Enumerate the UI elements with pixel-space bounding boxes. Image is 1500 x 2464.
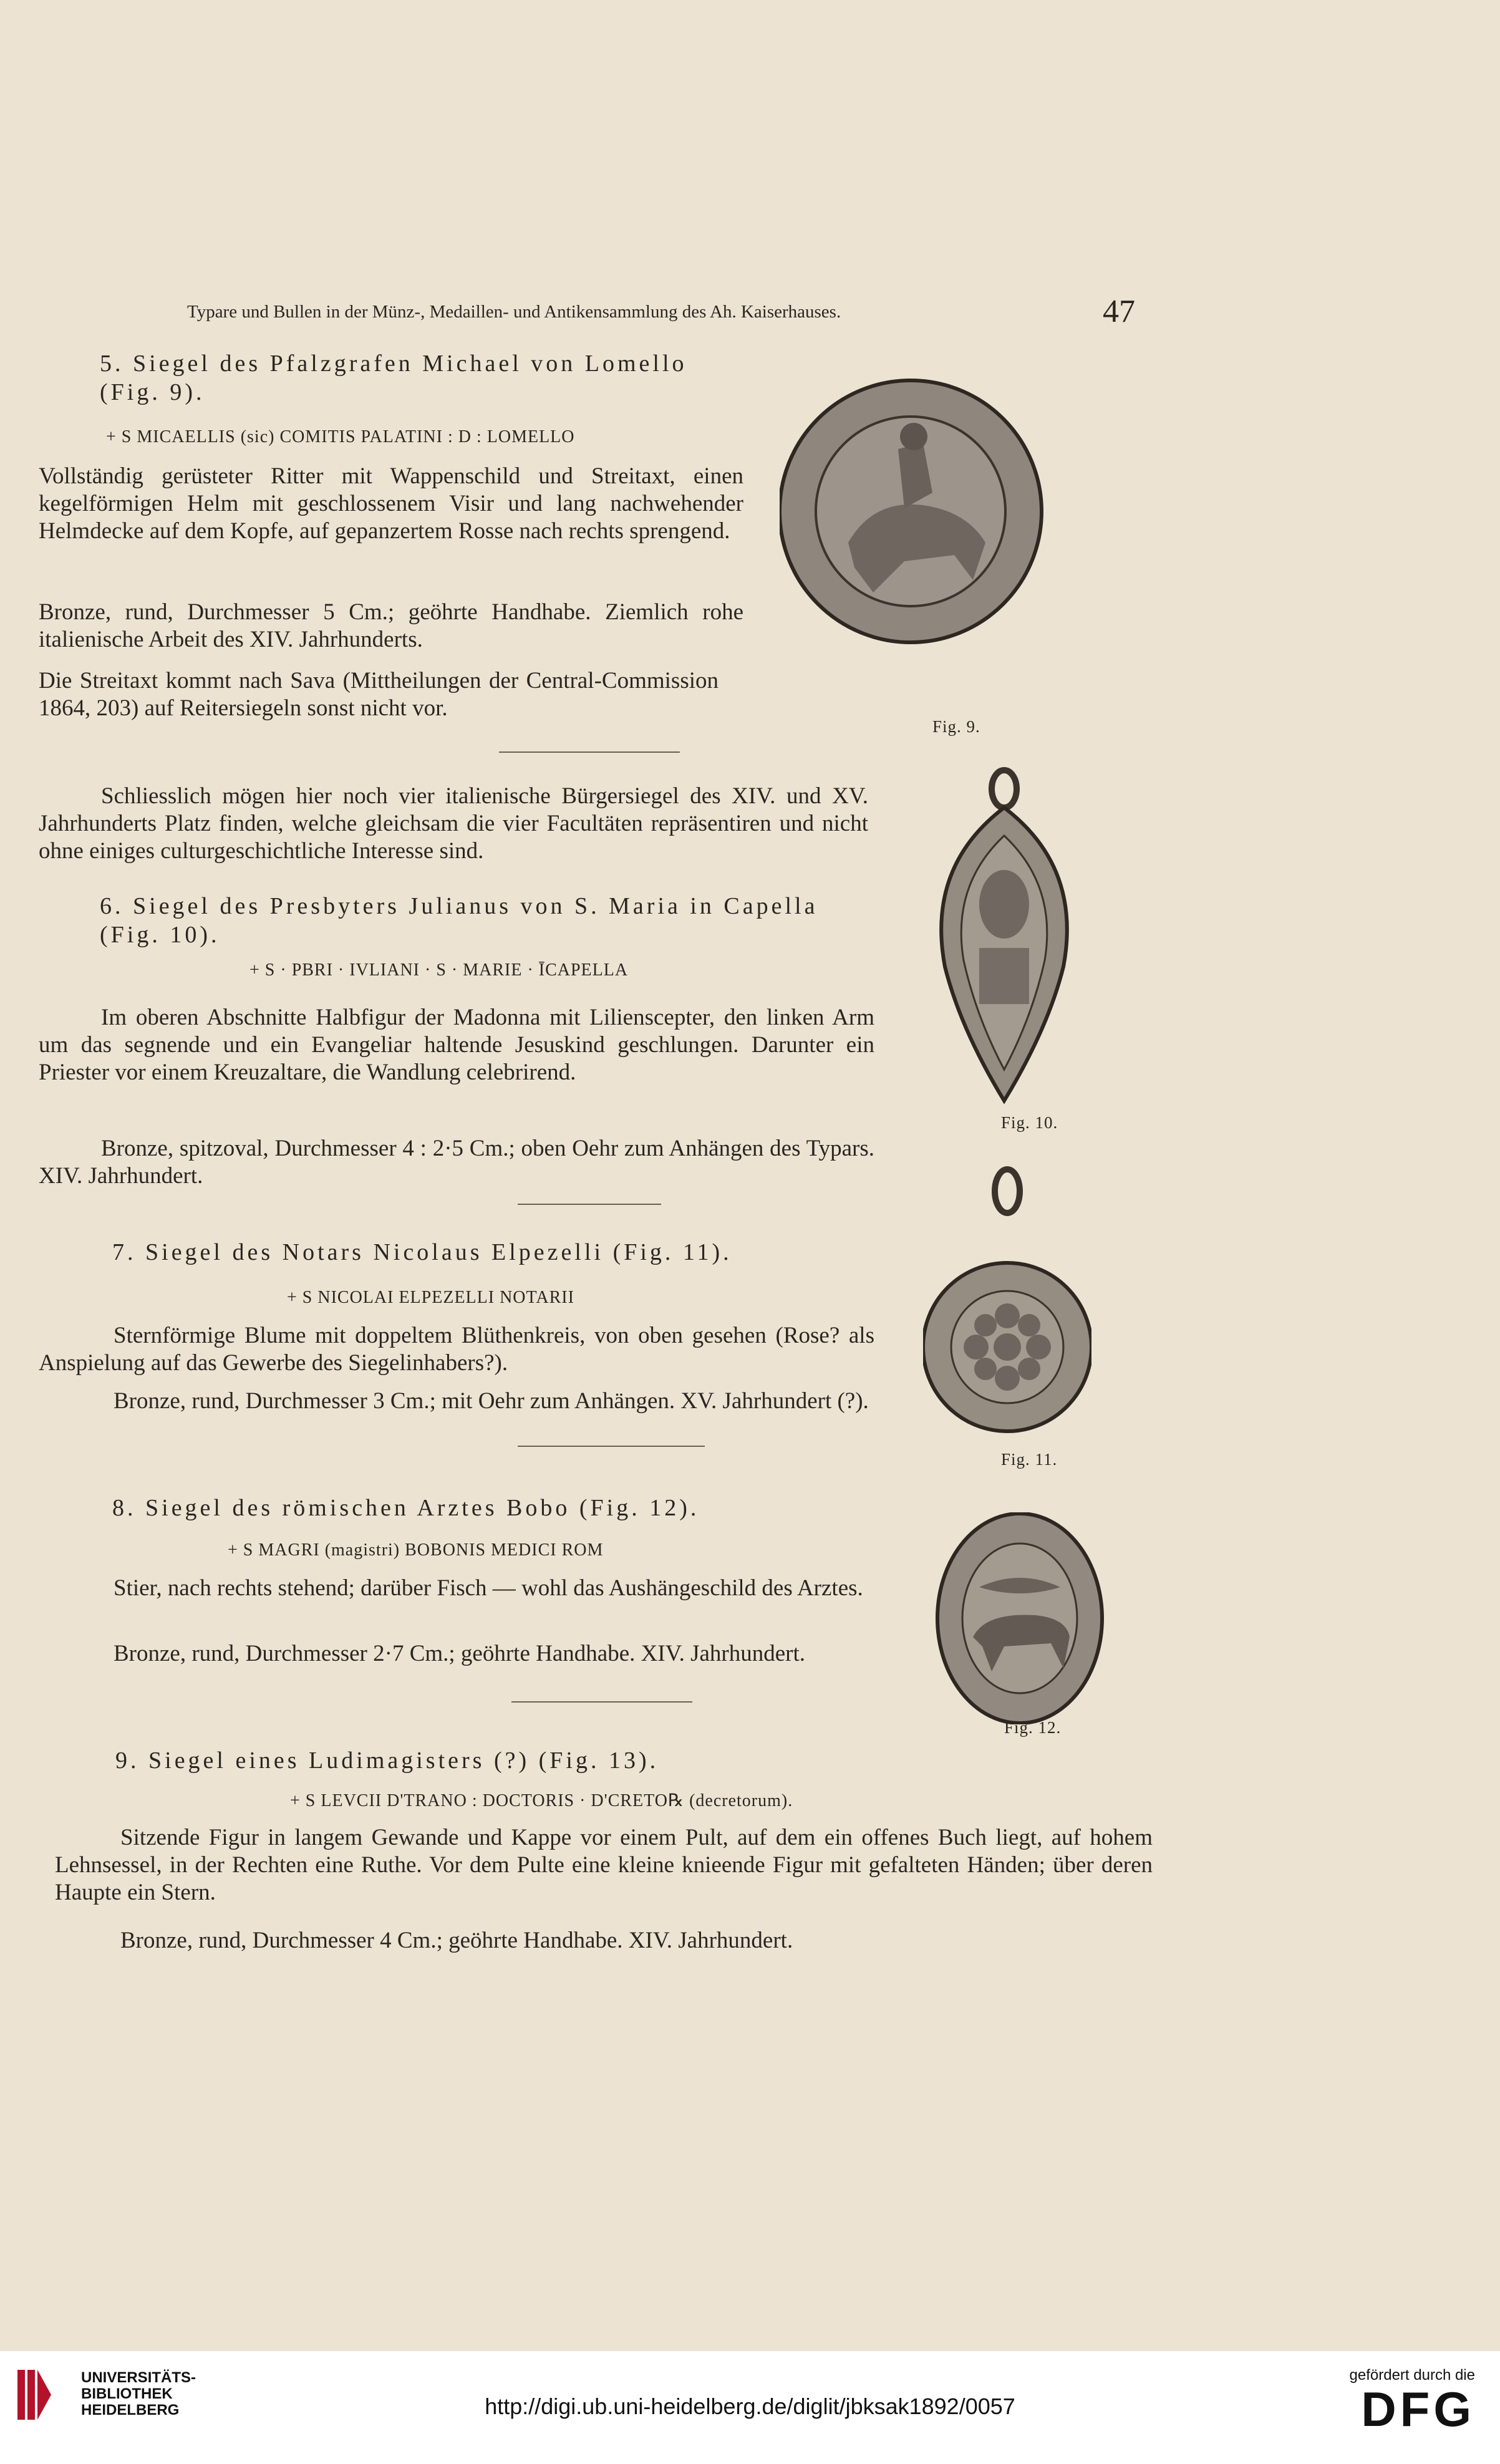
section-9-description: Sitzende Figur in langem Gewande und Kappe vor einem Pult, auf dem ein offenes Buch liegt, auf hohem Lehnsessel, in der Rechten eine Ruthe. Vor dem Pulte eine kleine knieende Figur mit gefalteten Händen; über deren Haupte ein Stern. bbox=[55, 1825, 1153, 1905]
section-divider bbox=[499, 751, 680, 753]
section-5-inscription: + S MICAELLIS (sic) COMITIS PALATINI : D : LOMELLO bbox=[106, 427, 575, 447]
source-url-link[interactable]: http://digi.ub.uni-heidelberg.de/diglit/jbksak1892/0057 bbox=[485, 2394, 1015, 2419]
running-title: Typare und Bullen in der Münz-, Medaillen- und Antikensammlung des Ah. Kaiserhauses. bbox=[187, 302, 841, 322]
seal-fig-11-image bbox=[923, 1160, 1091, 1453]
section-7-inscription: + S NICOLAI ELPEZELLI NOTARII bbox=[287, 1288, 574, 1307]
section-7-heading: 7. Siegel des Notars Nicolaus Elpezelli (Fig. 11). bbox=[112, 1239, 732, 1265]
section-divider bbox=[518, 1204, 661, 1205]
section-8-material: Bronze, rund, Durchmesser 2·7 Cm.; geöhrte Handhabe. XIV. Jahrhundert. bbox=[114, 1641, 806, 1666]
section-9-heading: 9. Siegel eines Ludimagisters (?) (Fig. 13). bbox=[115, 1747, 659, 1774]
dfg-logo: DFG bbox=[1361, 2382, 1475, 2437]
library-name: UNIVERSITÄTS- BIBLIOTHEK HEIDELBERG bbox=[81, 2369, 196, 2418]
intro-paragraph: Schliesslich mögen hier noch vier italienische Bürgersiegel des XIV. und XV. Jahrhunderts Platz finden, welche gleichsam die vier Facultäten repräsentiren und nicht ohne einiges culturgeschichtliche Interesse sind. bbox=[39, 783, 868, 864]
section-divider bbox=[518, 1446, 705, 1447]
section-5-description: Vollständig gerüsteter Ritter mit Wappenschild und Streitaxt, einen kegelförmigen Helm mit geschlossenem Visir und lang nachwehender Helmdecke auf dem Kopfe, auf gepanzertem Rosse nach rechts sprengend. bbox=[39, 463, 743, 544]
section-6-inscription: + S · PBRI · IVLIANI · S · MARIE · ĪCAPELLA bbox=[249, 960, 629, 980]
section-9-material: Bronze, rund, Durchmesser 4 Cm.; geöhrte Handhabe. XIV. Jahrhundert. bbox=[120, 1928, 793, 1953]
seal-fig-12-image bbox=[936, 1512, 1104, 1724]
figure-12-caption: Fig. 12. bbox=[1004, 1718, 1062, 1737]
section-divider bbox=[511, 1701, 692, 1703]
funder-caption: gefördert durch die bbox=[1349, 2367, 1475, 2384]
section-7-description: Sternförmige Blume mit doppeltem Blüthenkreis, von oben gesehen (Rose? als Anspielung auf das Gewerbe des Siegelinhabers?). bbox=[39, 1323, 874, 1376]
section-7-material: Bronze, rund, Durchmesser 3 Cm.; mit Oehr zum Anhängen. XV. Jahrhundert (?). bbox=[114, 1388, 869, 1414]
figure-9-caption: Fig. 9. bbox=[932, 717, 980, 736]
section-6-description: Im oberen Abschnitte Halbfigur der Madonna mit Lilienscepter, den linken Arm um das segnende und ein Evangeliar haltende Jesuskind geschlungen. Darunter ein Priester vor einem Kreuzaltare, die Wandlung celebrirend. bbox=[39, 1005, 874, 1085]
funder-block bbox=[1349, 2367, 1475, 2437]
section-8-inscription: + S MAGRI (magistri) BOBONIS MEDICI ROM bbox=[228, 1540, 604, 1560]
page-number: 47 bbox=[1103, 294, 1135, 329]
section-9-inscription: + S LEVCII D'TRANO : DOCTORIS · D'CRETO℞ (decretorum). bbox=[290, 1791, 793, 1810]
figure-11-caption: Fig. 11. bbox=[1001, 1450, 1058, 1469]
seal-fig-9-image bbox=[780, 355, 1054, 717]
figure-10-caption: Fig. 10. bbox=[1001, 1113, 1058, 1132]
section-5-note: Die Streitaxt kommt nach Sava (Mittheilungen der Central-Commission 1864, 203) auf Reitersiegeln sonst nicht vor. bbox=[39, 668, 719, 721]
section-8-description: Stier, nach rechts stehend; darüber Fisch — wohl das Aushängeschild des Arztes. bbox=[114, 1575, 863, 1601]
section-5-heading: 5. Siegel des Pfalzgrafen Michael von Lomello (Fig. 9). bbox=[100, 350, 687, 405]
section-5-material: Bronze, rund, Durchmesser 5 Cm.; geöhrte Handhabe. Ziemlich rohe italienische Arbeit des XIV. Jahrhunderts. bbox=[39, 599, 743, 652]
seal-fig-10-image bbox=[929, 761, 1079, 1104]
section-6-heading: 6. Siegel des Presbyters Julianus von S. Maria in Capella (Fig. 10). bbox=[100, 893, 818, 948]
section-8-heading: 8. Siegel des römischen Arztes Bobo (Fig. 12). bbox=[112, 1495, 700, 1521]
section-6-material: Bronze, spitzoval, Durchmesser 4 : 2·5 Cm.; oben Oehr zum Anhängen des Typars. XIV. Jahrhundert. bbox=[39, 1136, 874, 1189]
